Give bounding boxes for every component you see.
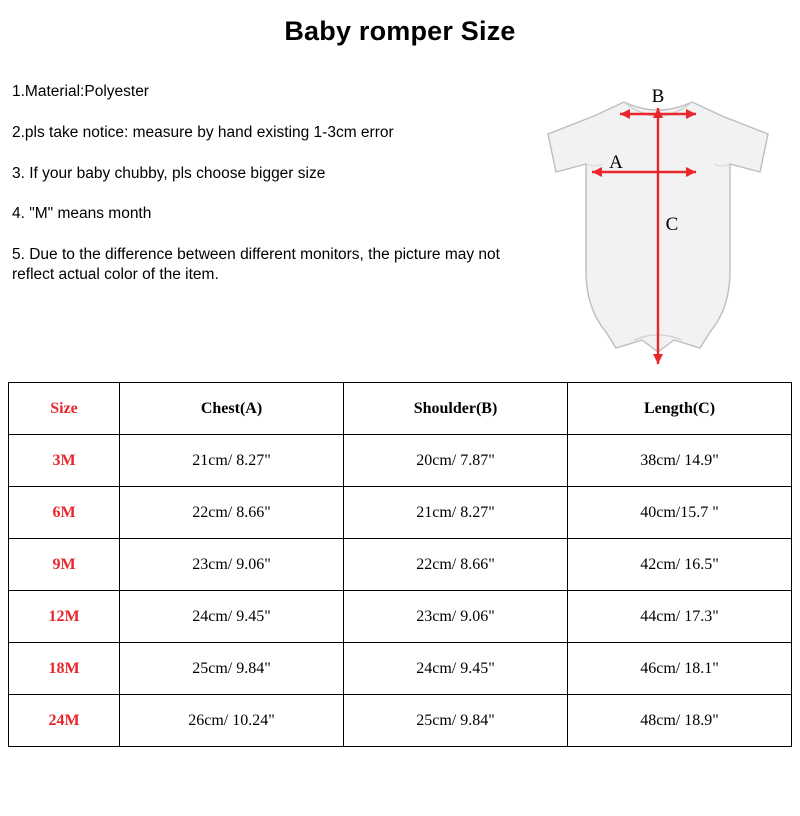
table-row (9, 435, 792, 487)
cell-chest: 25cm/ 9.84" (120, 643, 344, 695)
note-item: 1.Material:Polyester (12, 83, 149, 100)
header-chest: Chest(A) (120, 383, 344, 435)
cell-size: 24M (9, 695, 120, 747)
cell-shoulder: 20cm/ 7.87" (344, 435, 568, 487)
cell-size: 3M (9, 435, 120, 487)
cell-size: 18M (9, 643, 120, 695)
romper-measurement-diagram (524, 72, 792, 372)
cell-size: 9M (9, 539, 120, 591)
cell-size: 12M (9, 591, 120, 643)
cell-shoulder: 23cm/ 9.06" (344, 591, 568, 643)
note-item: 4. "M" means month (12, 205, 152, 223)
note-item: 3. If your baby chubby, pls choose bigger size (12, 164, 326, 182)
cell-shoulder: 25cm/ 9.84" (344, 695, 568, 747)
table-row (9, 487, 792, 539)
cell-shoulder: 24cm/ 9.45" (344, 643, 568, 695)
cell-length: 40cm/15.7 " (568, 487, 792, 539)
cell-length: 48cm/ 18.9" (568, 695, 792, 747)
table-row (9, 591, 792, 643)
cell-chest: 21cm/ 8.27" (120, 435, 344, 487)
cell-shoulder: 21cm/ 8.27" (344, 487, 568, 539)
header-shoulder: Shoulder(B) (344, 383, 568, 435)
cell-chest: 24cm/ 9.45" (120, 591, 344, 643)
label-b: B (651, 86, 665, 107)
cell-length: 42cm/ 16.5" (568, 539, 792, 591)
table-header-row (9, 383, 792, 435)
cell-chest: 22cm/ 8.66" (120, 487, 344, 539)
table-row (9, 695, 792, 747)
note-item: 5. Due to the difference between different monitors, the picture may not reflect actual color of the item. (12, 246, 500, 284)
page-title: Baby romper Size (284, 16, 516, 46)
label-a: A (609, 152, 623, 173)
table-row (9, 643, 792, 695)
size-table (8, 382, 792, 747)
note-item: 2.pls take notice: measure by hand existing 1-3cm error (12, 123, 394, 141)
table-row (9, 539, 792, 591)
cell-chest: 23cm/ 9.06" (120, 539, 344, 591)
notes-list (12, 82, 512, 285)
header-length: Length(C) (568, 383, 792, 435)
size-chart-page (0, 16, 800, 816)
cell-size: 6M (9, 487, 120, 539)
cell-length: 46cm/ 18.1" (568, 643, 792, 695)
label-c: C (665, 214, 679, 235)
cell-length: 38cm/ 14.9" (568, 435, 792, 487)
cell-chest: 26cm/ 10.24" (120, 695, 344, 747)
cell-shoulder: 22cm/ 8.66" (344, 539, 568, 591)
header-size: Size (9, 383, 120, 435)
cell-length: 44cm/ 17.3" (568, 591, 792, 643)
